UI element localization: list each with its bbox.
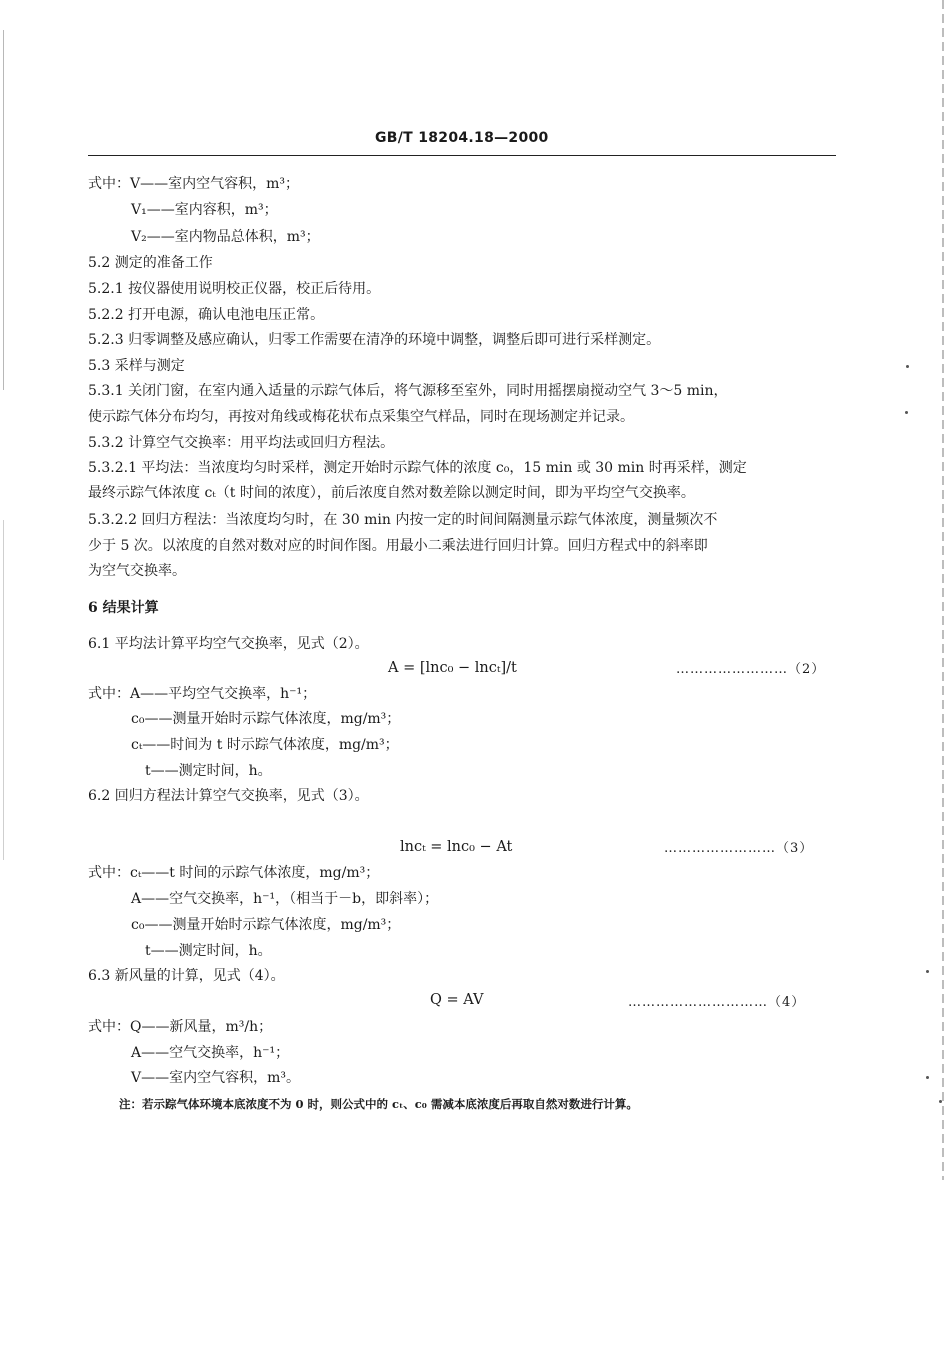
text-line: t——测定时间，h。 bbox=[145, 943, 272, 959]
equation-4: Q = AV bbox=[430, 992, 484, 1008]
text-line: A——空气交换率，h⁻¹； bbox=[131, 1045, 290, 1061]
text-line: 使示踪气体分布均匀，再按对角线或梅花状布点采集空气样品，同时在现场测定并记录。 bbox=[88, 409, 634, 425]
text-line: 式中：V——室内空气容积，m³； bbox=[88, 176, 299, 192]
text-line: 式中：Q——新风量，m³/h； bbox=[88, 1019, 273, 1035]
scan-speck bbox=[926, 1076, 929, 1079]
equation-2: A = [lnc₀ − lncₜ]/t bbox=[388, 660, 517, 676]
equation-number-4: …………………………（4） bbox=[628, 995, 806, 1010]
text-line: 最终示踪气体浓度 cₜ（t 时间的浓度），前后浓度自然对数差除以测定时间，即为平均空气交换率。 bbox=[88, 485, 695, 501]
text-line: c₀——测量开始时示踪气体浓度，mg/m³； bbox=[131, 711, 401, 727]
text-line: 5.2.1 按仪器使用说明校正仪器，校正后待用。 bbox=[88, 281, 381, 297]
scan-speck bbox=[906, 365, 909, 368]
section-heading: 6.2 回归方程法计算空气交换率，见式（3）。 bbox=[88, 788, 369, 804]
text-line: V——室内空气容积，m³。 bbox=[131, 1070, 300, 1086]
text-line: cₜ——时间为 t 时示踪气体浓度，mg/m³； bbox=[131, 737, 399, 753]
scan-speck bbox=[905, 411, 908, 414]
text-line: t——测定时间，h。 bbox=[145, 763, 272, 779]
scan-speck bbox=[926, 970, 929, 973]
text-line: V₁——室内容积，m³； bbox=[131, 202, 278, 218]
text-line: 5.3.1 关闭门窗，在室内通入适量的示踪气体后，将气源移至室外，同时用摇摆扇搅动空气 3～5 min， bbox=[88, 383, 728, 399]
equation-3: lncₜ = lnc₀ − At bbox=[400, 839, 513, 855]
page-header: GB/T 18204.18—2000 bbox=[375, 130, 549, 146]
text-line: 为空气交换率。 bbox=[88, 563, 186, 579]
equation-number-3: ……………………（3） bbox=[664, 841, 814, 856]
section-heading: 6.3 新风量的计算，见式（4）。 bbox=[88, 968, 285, 984]
note: 注：若示踪气体环境本底浓度不为 0 时，则公式中的 cₜ、c₀ 需减本底浓度后再取自然对数进行计算。 bbox=[119, 1097, 638, 1111]
text-line: 5.3.2.1 平均法：当浓度均匀时采样，测定开始时示踪气体的浓度 c₀，15 min 或 30 min 时再采样，测定 bbox=[88, 460, 747, 476]
section-heading: 5.3 采样与测定 bbox=[88, 358, 185, 374]
text-line: 5.2.3 归零调整及感应确认，归零工作需要在清净的环境中调整，调整后即可进行采样测定。 bbox=[88, 332, 661, 348]
text-line: 5.3.2.2 回归方程法：当浓度均匀时，在 30 min 内按一定的时间间隔测量示踪气体浓度，测量频次不 bbox=[88, 512, 718, 528]
text-line: 式中：A——平均空气交换率，h⁻¹； bbox=[88, 686, 317, 702]
text-line: V₂——室内物品总体积，m³； bbox=[131, 229, 320, 245]
text-line: 少于 5 次。以浓度的自然对数对应的时间作图。用最小二乘法进行回归计算。回归方程式中的斜率即 bbox=[88, 538, 708, 554]
scan-right-edge bbox=[942, 0, 944, 1180]
chapter-heading: 6 结果计算 bbox=[88, 600, 159, 616]
section-heading: 6.1 平均法计算平均空气交换率，见式（2）。 bbox=[88, 636, 369, 652]
section-heading: 5.2 测定的准备工作 bbox=[88, 255, 213, 271]
text-line: 5.2.2 打开电源，确认电池电压正常。 bbox=[88, 307, 325, 323]
header-rule bbox=[88, 155, 836, 156]
scan-left-edge bbox=[3, 30, 4, 390]
text-line: c₀——测量开始时示踪气体浓度，mg/m³； bbox=[131, 917, 401, 933]
scan-left-edge-lower bbox=[3, 520, 4, 860]
equation-number-2: ……………………（2） bbox=[676, 662, 826, 677]
text-line: 式中：cₜ——t 时间的示踪气体浓度，mg/m³； bbox=[88, 865, 380, 881]
text-line: A——空气交换率，h⁻¹，（相当于－b，即斜率）； bbox=[131, 891, 439, 907]
text-line: 5.3.2 计算空气交换率：用平均法或回归方程法。 bbox=[88, 435, 395, 451]
scan-speck bbox=[939, 1100, 942, 1103]
